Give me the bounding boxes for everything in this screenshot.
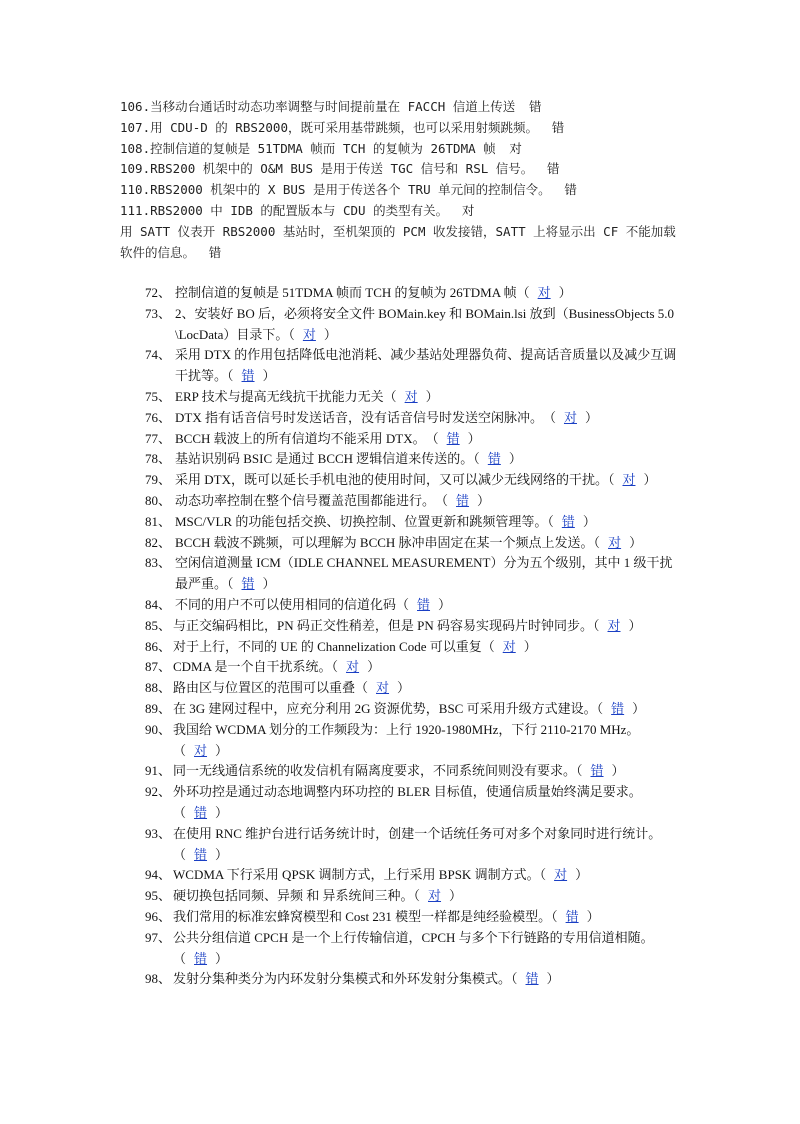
question-number: 85、 bbox=[145, 617, 172, 633]
answer-link: 错 bbox=[565, 908, 579, 924]
question-item: 89、 在 3G 建网过程中，应充分利用 2G 资源优势，BSC 可采用升级方式建设。（ 错 ） bbox=[145, 699, 685, 720]
question-item: 80、 动态功率控制在整个信号覆盖范围都能进行。 （ 错 ） bbox=[145, 491, 685, 512]
question-number: 76、 bbox=[145, 409, 172, 425]
question-number: 90、 bbox=[145, 721, 172, 737]
question-line: 109.RBS200 机架中的 O&M BUS 是用于传送 TGC 信号和 RSL 信号。 错 bbox=[120, 159, 680, 180]
answer-blank: 错 bbox=[564, 182, 577, 198]
answer-link: 对 bbox=[376, 680, 390, 696]
question-item: 82、 BCCH 载波不跳频，可以理解为 BCCH 脉冲串固定在某一个频点上发送。（ 对 ） bbox=[145, 533, 685, 554]
question-line: 107.用 CDU-D 的 RBS2000，既可采用基带跳频，也可以采用射频跳频。 错 bbox=[120, 118, 680, 139]
question-number: 79、 bbox=[145, 472, 172, 488]
question-number: 74、 bbox=[145, 347, 172, 363]
answer-blank: 错 bbox=[551, 119, 565, 135]
question-item: 75、 ERP 技术与提高无线抗干扰能力无关（ 对 ） bbox=[145, 387, 685, 408]
question-number: 78、 bbox=[145, 451, 172, 467]
question-item: 91、 同一无线通信系统的收发信机有隔离度要求，不同系统间则没有要求。（ 错 ） bbox=[145, 761, 685, 782]
question-line: 106.当移动台通话时动态功率调整与时间提前量在 FACCH 信道上传送 错 bbox=[120, 97, 680, 118]
answer-blank: 对 bbox=[461, 202, 475, 218]
answer-link: 错 bbox=[194, 950, 208, 966]
question-number: 91、 bbox=[145, 763, 172, 779]
question-list-part2 bbox=[145, 283, 685, 990]
answer-blank: 错 bbox=[547, 161, 560, 177]
question-item: 74、 采用 DTX 的作用包括降低电池消耗、减少基站处理器负荷、提高话音质量以及减少互调干扰等。（ 错 ） bbox=[145, 345, 685, 387]
answer-link: 错 bbox=[611, 700, 625, 716]
question-item: 93、 在使用 RNC 维护台进行话务统计时，创建一个话统任务可对多个对象同时进行统计。（ 错 ） bbox=[145, 824, 685, 866]
question-item: 76、 DTX 指有话音信号时发送话音，没有话音信号时发送空闲脉冲。 （ 对 ） bbox=[145, 408, 685, 429]
question-item: 92、 外环功控是通过动态地调整内环功控的 BLER 目标值，使通信质量始终满足要求。（ 错 ） bbox=[145, 782, 685, 824]
question-number: 97、 bbox=[145, 929, 172, 945]
question-item: 73、 2、安装好 BO 后，必须将安全文件 BOMain.key 和 BOMain.lsi 放到（BusinessObjects 5.0\LocData）目录下。（ 对 ） bbox=[145, 304, 685, 346]
question-item: 72、 控制信道的复帧是 51TDMA 帧而 TCH 的复帧为 26TDMA 帧（ 对 ） bbox=[145, 283, 685, 304]
answer-link: 错 bbox=[241, 368, 255, 384]
answer-link: 对 bbox=[194, 742, 208, 758]
answer-link: 对 bbox=[302, 326, 316, 342]
answer-link: 对 bbox=[502, 638, 516, 654]
question-number: 82、 bbox=[145, 534, 172, 550]
question-item: 78、 基站识别码 BSIC 是通过 BCCH 逻辑信道来传送的。（ 错 ） bbox=[145, 449, 685, 470]
question-item: 95、 硬切换包括同频、异频 和 异系统间三种。（ 对 ） bbox=[145, 886, 685, 907]
question-number: 81、 bbox=[145, 513, 172, 529]
answer-link: 错 bbox=[417, 596, 431, 612]
answer-link: 对 bbox=[404, 388, 418, 404]
answer-link: 错 bbox=[590, 763, 604, 779]
question-item: 98、 发射分集种类分为内环发射分集模式和外环发射分集模式。（ 错 ） bbox=[145, 969, 685, 990]
answer-blank: 错 bbox=[208, 244, 222, 260]
answer-link: 对 bbox=[554, 867, 568, 883]
question-item: 88、 路由区与位置区的范围可以重叠（ 对 ） bbox=[145, 678, 685, 699]
question-number: 87、 bbox=[145, 659, 172, 675]
answer-link: 对 bbox=[622, 472, 636, 488]
question-line: 111.RBS2000 中 IDB 的配置版本与 CDU 的类型有关。 对 bbox=[120, 201, 680, 222]
answer-link: 对 bbox=[346, 659, 360, 675]
question-number: 98、 bbox=[145, 971, 172, 987]
question-number: 86、 bbox=[145, 638, 172, 654]
question-number: 88、 bbox=[145, 680, 172, 696]
question-number: 80、 bbox=[145, 492, 172, 508]
question-item: 84、 不同的用户不可以使用相同的信道化码（ 错 ） bbox=[145, 595, 685, 616]
question-line: 软件的信息。 错 bbox=[120, 243, 680, 264]
question-item: 86、 对于上行，不同的 UE 的 Channelization Code 可以重复（ 对 ） bbox=[145, 637, 685, 658]
question-number: 72、 bbox=[145, 285, 172, 300]
answer-link: 对 bbox=[563, 409, 577, 425]
question-item: 81、 MSC/VLR 的功能包括交换、切换控制、位置更新和跳频管理等。（ 错 ） bbox=[145, 512, 685, 533]
question-number: 84、 bbox=[145, 596, 172, 612]
question-item: 97、 公共分组信道 CPCH 是一个上行传输信道，CPCH 与多个下行链路的专用信道相随。（ 错 ） bbox=[145, 928, 685, 970]
question-item: 83、 空闲信道测量 ICM（IDLE CHANNEL MEASUREMENT）分为五个级别，其中 1 级干扰最严重。（ 错 ） bbox=[145, 553, 685, 595]
question-item: 96、 我们常用的标准宏蜂窝模型和 Cost 231 模型一样都是纯经验模型。（ 错 ） bbox=[145, 907, 685, 928]
answer-link: 错 bbox=[194, 804, 208, 820]
answer-link: 错 bbox=[487, 451, 501, 467]
question-item: 90、 我国给 WCDMA 划分的工作频段为：上行 1920-1980MHz，下行 2110-2170 MHz。（ 对 ） bbox=[145, 720, 685, 762]
question-number: 75、 bbox=[145, 388, 172, 404]
answer-link: 错 bbox=[446, 430, 460, 446]
question-line: 用 SATT 仪表开 RBS2000 基站时，至机架顶的 PCM 收发接错，SATT 上将显示出 CF 不能加载 bbox=[120, 223, 676, 239]
answer-link: 错 bbox=[525, 971, 539, 987]
answer-blank: 对 bbox=[509, 140, 522, 156]
answer-link: 错 bbox=[241, 576, 255, 592]
question-item: 85、 与正交编码相比，PN 码正交性稍差，但是 PN 码容易实现码片时钟同步。（ 对 ） bbox=[145, 616, 685, 637]
question-number: 93、 bbox=[145, 825, 172, 841]
answer-link: 对 bbox=[428, 888, 442, 904]
question-number: 94、 bbox=[145, 867, 172, 883]
question-number: 89、 bbox=[145, 700, 172, 716]
question-item: 94、 WCDMA 下行采用 QPSK 调制方式，上行采用 BPSK 调制方式。（ 对 ） bbox=[145, 865, 685, 886]
question-number: 96、 bbox=[145, 908, 172, 924]
question-item: 77、 BCCH 载波上的所有信道均不能采用 DTX。 （ 错 ） bbox=[145, 429, 685, 450]
answer-link: 错 bbox=[194, 846, 208, 862]
question-list-part1 bbox=[120, 97, 680, 263]
answer-link: 对 bbox=[537, 285, 551, 300]
answer-link: 错 bbox=[561, 513, 575, 529]
question-number: 73、 bbox=[145, 305, 172, 321]
question-number: 77、 bbox=[145, 430, 172, 446]
answer-link: 对 bbox=[608, 534, 622, 550]
question-number: 92、 bbox=[145, 784, 172, 800]
question-line: 108.控制信道的复帧是 51TDMA 帧而 TCH 的复帧为 26TDMA 帧 对 bbox=[120, 139, 680, 160]
question-number: 95、 bbox=[145, 888, 172, 904]
answer-link: 错 bbox=[456, 492, 470, 508]
question-line: 110.RBS2000 机架中的 X BUS 是用于传送各个 TRU 单元间的控制信令。 错 bbox=[120, 180, 680, 201]
question-item: 87、 CDMA 是一个自干扰系统。（ 对 ） bbox=[145, 657, 685, 678]
answer-blank: 错 bbox=[529, 99, 542, 114]
question-item: 79、 采用 DTX，既可以延长手机电池的使用时间，又可以减少无线网络的干扰。（ 对 ） bbox=[145, 470, 685, 491]
question-number: 83、 bbox=[145, 555, 172, 571]
answer-link: 对 bbox=[607, 617, 621, 633]
